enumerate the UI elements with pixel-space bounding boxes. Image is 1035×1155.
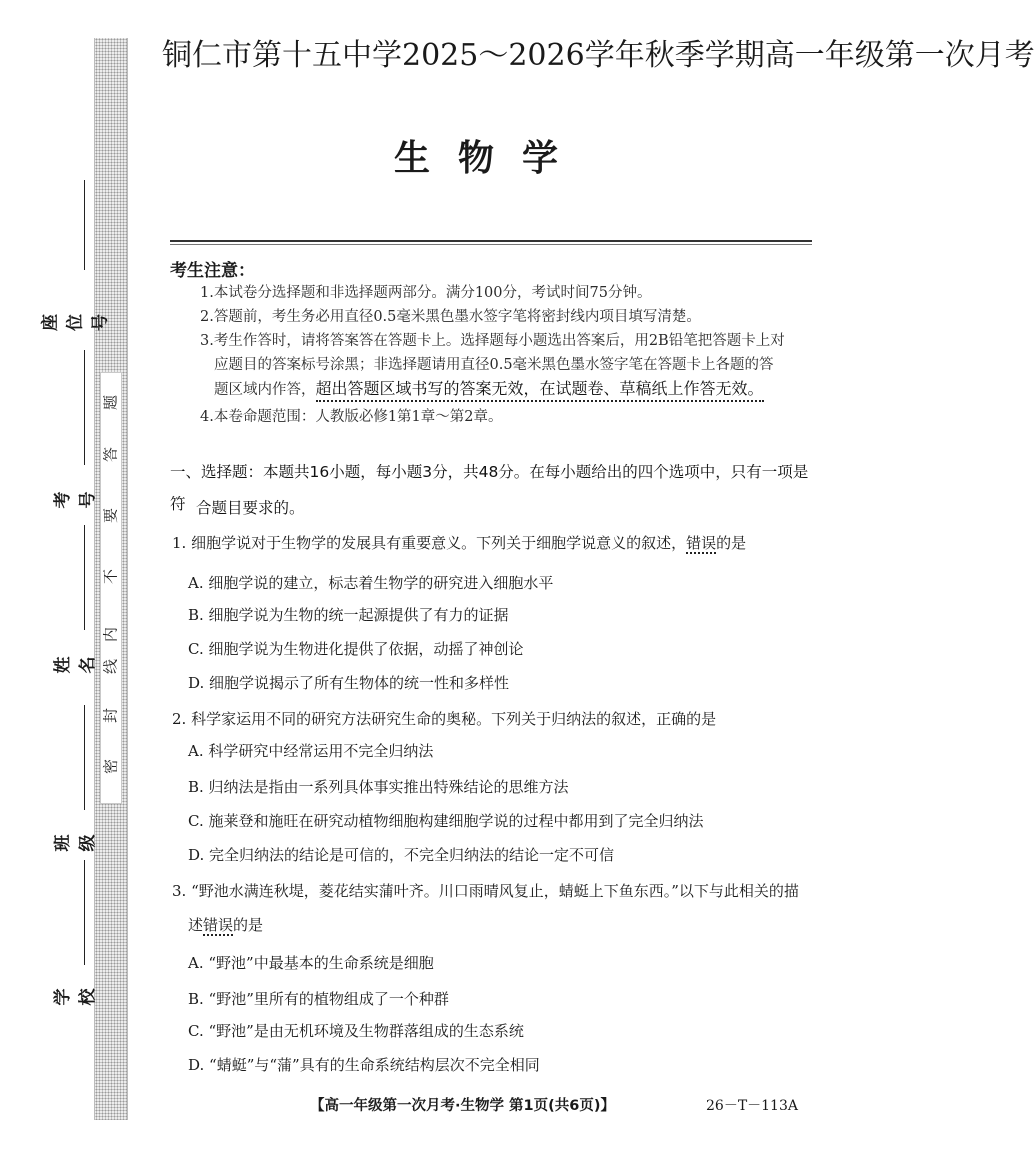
question-stem-text: 的是	[716, 534, 747, 552]
question-3-option-d: D. “蜻蜓”与“蒲”具有的生命系统结构层次不完全相同	[188, 1056, 540, 1074]
section-heading: 一、选择题：本题共16小题，每小题3分，共48分。在每小题给出的四个选项中，只有一项是符	[170, 463, 809, 513]
question-3-stem-cont	[188, 910, 828, 940]
subject-title: 生物学	[393, 138, 586, 179]
section-heading-cont: 合题目要求的。	[196, 499, 305, 517]
question-1-option-b: B. 细胞学说为生物的统一起源提供了有力的证据	[188, 606, 509, 624]
exam-title: 铜仁市第十五中学2025～2026学年秋季学期高一年级第一次月考	[162, 38, 1035, 73]
name-line	[84, 525, 85, 630]
class-label: 班级	[53, 834, 98, 852]
seal-line-box	[100, 372, 122, 804]
seal-word: 线	[101, 659, 120, 675]
question-1-option-d: D. 细胞学说揭示了所有生物体的统一性和多样性	[188, 674, 510, 692]
question-2-option-a: A. 科学研究中经常运用不完全归纳法	[188, 742, 434, 760]
question-stem-text: 1. 细胞学说对于生物学的发展具有重要意义。下列关于细胞学说意义的叙述，	[172, 534, 687, 552]
exam-number-line	[84, 350, 85, 465]
notice-item-emphasis-line	[214, 376, 812, 403]
question-3-option-c: C. “野池”是由无机环境及生物群落组成的生态系统	[188, 1022, 524, 1040]
notice-item: 1.本试卷分选择题和非选择题两部分。满分100分，考试时间75分钟。	[200, 285, 652, 301]
seal-word: 内	[101, 627, 120, 643]
question-3-option-a: A. “野池”中最基本的生命系统是细胞	[188, 954, 434, 972]
header-rule	[170, 240, 812, 242]
seal-word: 答	[101, 447, 120, 463]
question-2-option-d: D. 完全归纳法的结论是可信的，不完全归纳法的结论一定不可信	[188, 846, 615, 864]
seat-number-label: 座位号	[40, 314, 111, 331]
question-2-option-c: C. 施莱登和施旺在研究动植物细胞构建细胞学说的过程中都用到了完全归纳法	[188, 812, 704, 830]
question-2-option-b: B. 归纳法是指由一系列具体事实推出特殊结论的思维方法	[188, 778, 569, 796]
question-2-stem: 2. 科学家运用不同的研究方法研究生命的奥秘。下列关于归纳法的叙述，正确的是	[172, 710, 717, 728]
seal-word: 题	[101, 395, 120, 411]
question-1-option-c: C. 细胞学说为生物进化提供了依据，动摇了神创论	[188, 640, 524, 658]
class-line	[84, 705, 85, 810]
notice-item: 2.答题前，考生务必用直径0.5毫米黑色墨水签字笔将密封线内项目填写清楚。	[200, 309, 701, 325]
emphasis-mark: 错误	[203, 916, 234, 934]
header-rule-thin	[170, 244, 812, 245]
notice-emphasis: 超出答题区域书写的答案无效，在试题卷、草稿纸上作答无效。	[316, 379, 764, 402]
seal-word: 密	[101, 759, 120, 775]
question-1-stem	[172, 528, 812, 558]
seat-number-line	[84, 180, 85, 270]
notice-item: 3.考生作答时，请将答案答在答题卡上。选择题每小题选出答案后，用2B铅笔把答题卡上对	[200, 333, 785, 349]
notice-heading: 考生注意：	[170, 261, 255, 281]
seal-word: 要	[101, 508, 120, 524]
question-stem-text: 述	[188, 916, 204, 934]
notice-item: 应题目的答案标号涂黑；非选择题请用直径0.5毫米黑色墨水签字笔在答题卡上各题的答	[214, 357, 774, 373]
paper-code: 26－T－113A	[706, 1098, 798, 1114]
seal-word: 封	[101, 708, 120, 724]
notice-item: 4.本卷命题范围：人教版必修1第1章～第2章。	[200, 409, 503, 425]
emphasis-mark: 错误	[686, 534, 717, 552]
question-1-option-a: A. 细胞学说的建立，标志着生物学的研究进入细胞水平	[188, 574, 554, 592]
seal-word: 不	[101, 569, 120, 585]
question-stem-text: 的是	[233, 916, 264, 934]
question-3-stem: 3. “野池水满连秋堤，菱花结实蒲叶齐。川口雨晴风复止，蜻蜓上下鱼东西。”以下与此相关的描	[172, 882, 799, 900]
exam-number-label: 考号	[53, 491, 98, 509]
name-label: 姓名	[53, 656, 98, 674]
school-label: 学校	[53, 988, 98, 1006]
question-3-option-b: B. “野池”里所有的植物组成了一个种群	[188, 990, 449, 1008]
school-line	[84, 860, 85, 965]
page-footer: 【高一年级第一次月考·生物学 第1页(共6页)】	[310, 1098, 615, 1114]
notice-item-text: 题区域内作答，	[214, 382, 316, 398]
